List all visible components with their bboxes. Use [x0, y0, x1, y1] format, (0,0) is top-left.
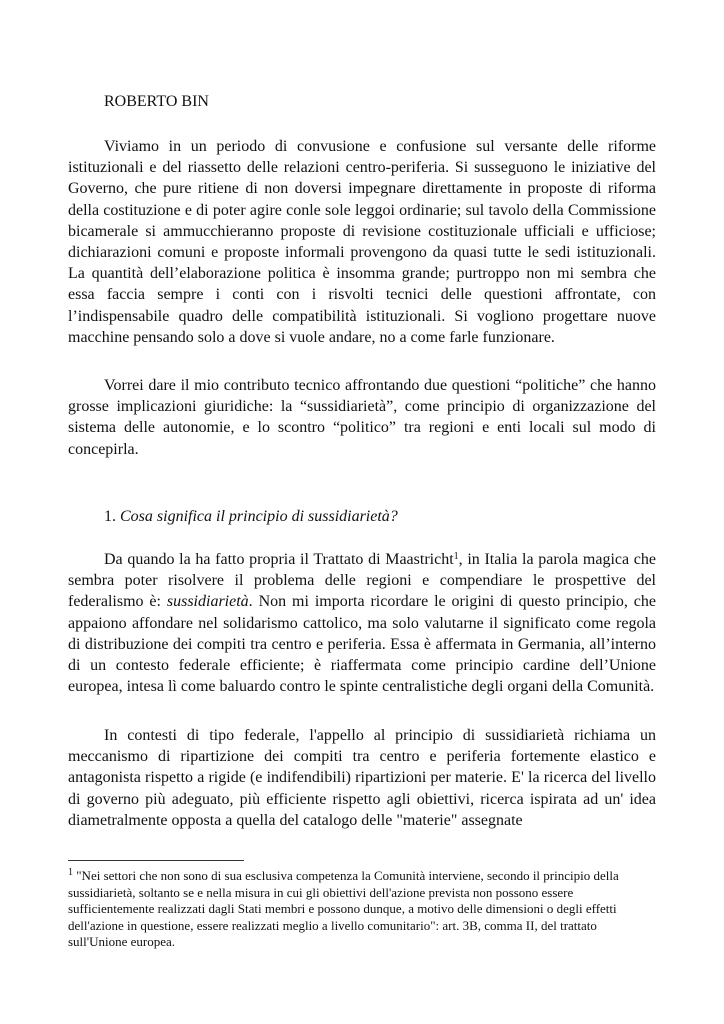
intro-paragraph-1 [68, 136, 656, 348]
section-number: 1. [104, 508, 116, 525]
intro-paragraph-1-text: Viviamo in un periodo di convusione e confusione sul versante delle riforme istituzionali e del riassetto delle relazioni centro-periferia. Si susseguono le iniziative del Governo, che pure ritiene di non doversi impegnare direttamente in proposte di riforma della costituzione e di poter agire conle sole leggoi ordinarie; sul tavolo della Commissione bicamerale si ammucchieranno proposte di revisione costituzionale ufficiali e ufficiose; dichiarazioni comuni e proposte informali provengono da quasi tutte le sedi istituzionali. La quantità dell’elaborazione politica è insomma grande; purtroppo non mi sembra che essa faccia sempre i conti con i risvolti tecnici delle questioni affrontate, con l’indispensabile quadro delle compatibilità istituzionali. Si vogliono progettare nuove macchine pensando solo a dove si vuole andare, no a come farle funzionare. [68, 138, 656, 346]
intro-paragraph-2 [68, 375, 656, 460]
emphasized-term: sussidiarietà [166, 593, 249, 611]
section-paragraph-1 [68, 549, 656, 697]
footnote [68, 868, 656, 951]
footnote-marker: 1 [68, 867, 73, 878]
footnote-divider [68, 860, 244, 861]
paragraph-text-end: . Non mi importa ricordare le origini di questo principio, che appaiono affondare nel solidarismo cattolico, ma solo valutarne il significato come regola di distribuzione dei compiti tra centro e periferia. Essa è affermata in Germania, all’interno di un contesto federale efficiente; è riaffermata come principio cardine dell’Unione europea, intesa lì come baluardo contro le spinte centralistiche degli organi della Comunità. [68, 593, 656, 696]
section-paragraph-2 [68, 725, 656, 831]
paragraph-text-middle: , in Italia la parola magica che sembra poter risolvere il problema delle regioni e compendiare le prospettive del federalismo è: [68, 551, 657, 611]
intro-paragraph-2-text: Vorrei dare il mio contributo tecnico affrontando due questioni “politiche” che hanno grosse implicazioni giuridiche: la “sussidiarietà”, come principio di organizzazione del sistema delle autonomie, e lo scontro “politico” tra regioni e enti locali sul modo di concepirla. [68, 377, 656, 458]
author-name: ROBERTO BIN [104, 93, 209, 110]
footnote-reference[interactable]: 1 [453, 551, 459, 562]
section-paragraph-1-text [68, 549, 656, 697]
section-paragraph-2-text: In contesti di tipo federale, l'appello al principio di sussidiarietà richiama un meccanismo di ripartizione dei compiti tra centro e periferia fortemente elastico e antagonista rispetto a rigide (e indifendibili) ripartizioni per materie. E' la ricerca del livello di governo più adeguato, più efficiente rispetto agli obiettivi, ricerca ispirata ad un' idea diametralmente opposta a quella del catalogo delle "materie" assegnate [68, 727, 656, 829]
section-title: Cosa significa il principio di sussidiarietà? [120, 508, 398, 525]
footnote-text: "Nei settori che non sono di sua esclusiva competenza la Comunità interviene, secondo il principio della sussidiarietà, soltanto se e nella misura in cui gli obiettivi dell'azione prevista non possono essere sufficientemente realizzati dagli Stati membri e possono dunque, a motivo delle dimensioni o degli effetti dell'azione in questione, essere realizzati meglio a livello comunitario": art. 3B, comma II, del trattato sull'Unione europea. [68, 868, 619, 949]
section-heading [104, 507, 398, 527]
paragraph-text-start: Da quando la ha fatto propria il Trattato di Maastricht [104, 551, 454, 568]
